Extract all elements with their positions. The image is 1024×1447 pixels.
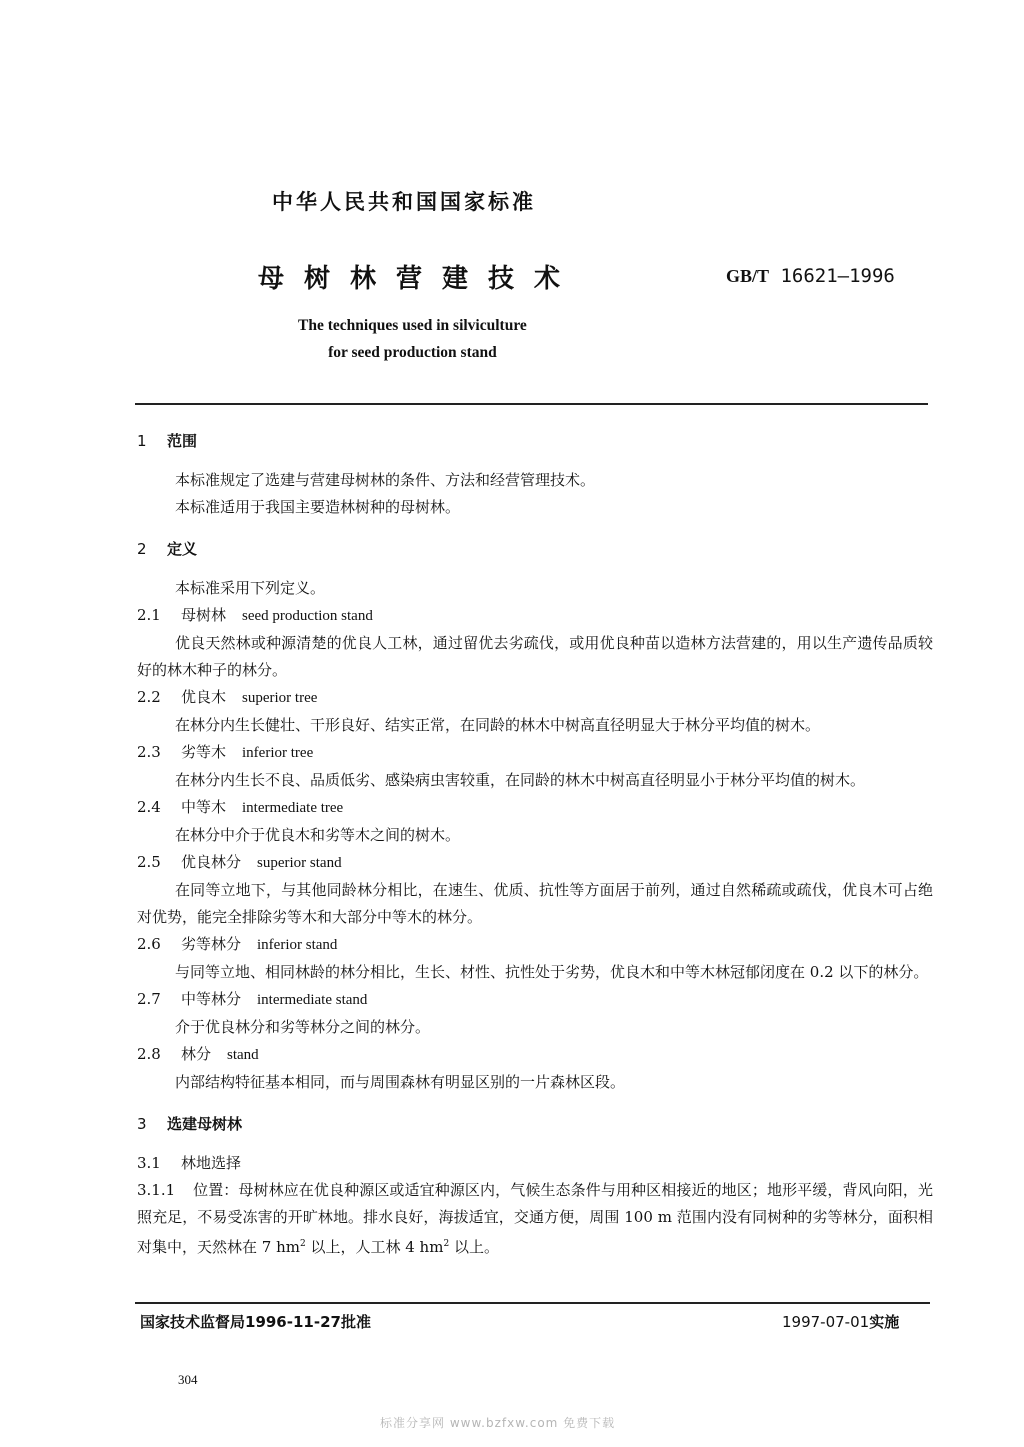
clause-3-1-1: 3.1.1 位置：母树林应在优良种源区或适宜种源区内，气候生态条件与用种区相接近的地区；地形平缓，背风向阳，光照充足，不易受冻害的开旷林地。排水良好，海拔适宜，交通方便，周围 100 m 范围内没有同树种的劣等林分，面积相对集中，天然林在 7 $hm^2$ 以上，人工林 4 $hm^2$ 以上。 xyxy=(137,1181,933,1256)
standard-prefix: GB/T xyxy=(726,266,770,286)
term-heading: 2.2 优良木 superior tree xyxy=(137,688,318,706)
term-definition: 内部结构特征基本相同，而与周围森林有明显区别的一片森林区段。 xyxy=(175,1073,626,1091)
header-divider xyxy=(135,403,928,405)
footer-divider xyxy=(135,1302,930,1304)
term-definition: 在林分中介于优良木和劣等木之间的树木。 xyxy=(175,826,461,844)
term-heading: 2.4 中等木 intermediate tree xyxy=(137,798,344,816)
section-1-heading: 1 范围 xyxy=(137,432,198,450)
term-definition: 与同等立地、相同林龄的林分相比，生长、材性、抗性处于劣势，优良木和中等木林冠郁闭度在 0.2 以下的林分。 xyxy=(175,963,929,981)
english-title-line-1: The techniques used in silviculture xyxy=(298,317,527,334)
english-title-line-2: for seed production stand xyxy=(328,344,497,361)
term-definition: 介于优良林分和劣等林分之间的林分。 xyxy=(175,1018,431,1036)
term-definition: 在林分内生长健壮、干形良好、结实正常，在同龄的林木中树高直径明显大于林分平均值的树木。 xyxy=(175,716,821,734)
term-definition: 优良天然林或种源清楚的优良人工林，通过留优去劣疏伐，或用优良种苗以造林方法营建的，用以生产遗传品质较好的林木种子的林分。 xyxy=(137,634,933,679)
effective-statement: 1997-07-01实施 xyxy=(782,1313,900,1331)
watermark-text: 标准分享网 www.bzfxw.com 免费下载 xyxy=(380,1416,616,1430)
term-definition: 在同等立地下，与其他同龄林分相比，在速生、优质、抗性等方面居于前列，通过自然稀疏或疏伐，优良木可占绝对优势，能完全排除劣等木和大部分中等木的林分。 xyxy=(137,881,933,926)
section-1-paragraph-1: 本标准规定了选建与营建母树林的条件、方法和经营管理技术。 xyxy=(175,471,596,489)
term-definition: 在林分内生长不良、品质低劣、感染病虫害较重，在同龄的林木中树高直径明显小于林分平均值的树木。 xyxy=(175,771,866,789)
subsection-3-1-heading: 3.1 林地选择 xyxy=(137,1154,242,1172)
document-body xyxy=(137,428,933,1261)
term-heading: 2.7 中等林分 intermediate stand xyxy=(137,990,368,1008)
term-heading: 2.8 林分 stand xyxy=(137,1045,259,1063)
term-heading: 2.1 母树林 seed production stand xyxy=(137,606,373,624)
section-2-intro: 本标准采用下列定义。 xyxy=(175,579,326,597)
section-2-heading: 2 定义 xyxy=(137,540,198,558)
standard-code: 16621—1996 xyxy=(780,265,895,287)
approval-statement: 国家技术监督局1996-11-27批准 xyxy=(140,1313,371,1331)
country-standard-heading: 中华人民共和国国家标准 xyxy=(272,190,536,214)
term-heading: 2.6 劣等林分 inferior stand xyxy=(137,935,338,953)
standard-number xyxy=(726,265,895,287)
term-heading: 2.5 优良林分 superior stand xyxy=(137,853,342,871)
english-title xyxy=(298,312,527,366)
page-number: 304 xyxy=(178,1372,198,1387)
term-heading: 2.3 劣等木 inferior tree xyxy=(137,743,314,761)
document-title: 母树林营建技术 xyxy=(258,264,581,294)
section-3-heading: 3 选建母树林 xyxy=(137,1115,243,1133)
section-1-paragraph-2: 本标准适用于我国主要造林树种的母树林。 xyxy=(175,498,461,516)
